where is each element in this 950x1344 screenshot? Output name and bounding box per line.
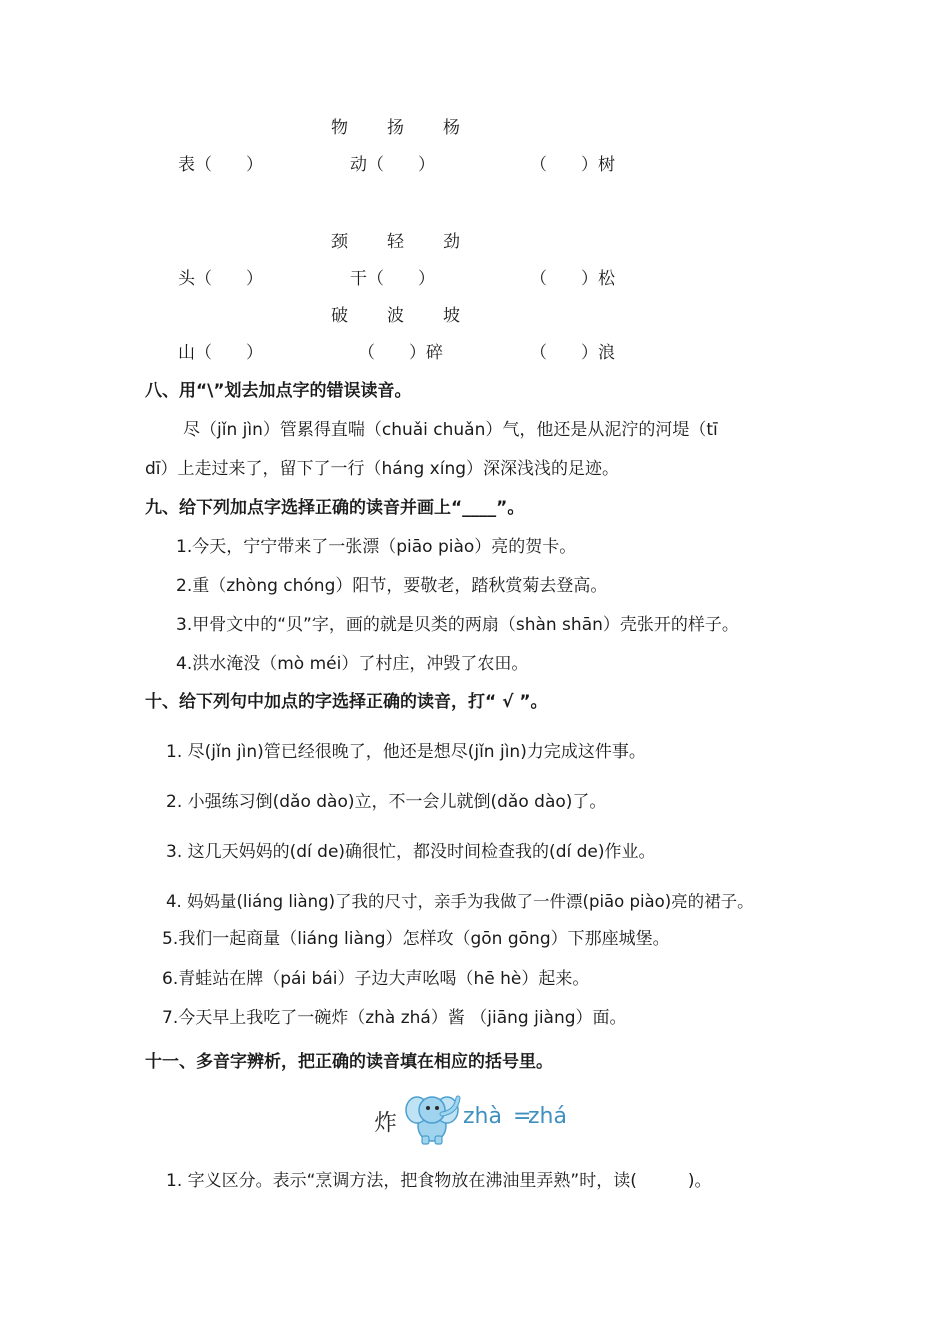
section-8-line: dī）上走过来了，留下了一行（háng xíng）深深浅浅的足迹。	[145, 459, 620, 479]
char-group-3	[331, 305, 499, 327]
char: 物	[331, 118, 348, 138]
char: 劲	[443, 232, 460, 252]
section-8-title: 八、用“\”划去加点字的错误读音。	[145, 381, 412, 401]
char: 颈	[331, 232, 348, 252]
blank-item: （ ）松	[530, 269, 615, 289]
section-10-item: 2. 小强练习倒(dǎo dào)立，不一会儿就倒(dǎo dào)了。	[166, 792, 607, 812]
equals-sign: =	[513, 1104, 532, 1129]
section-10-item: 1. 尽(jǐn jìn)管已经很晚了，他还是想尽(jǐn jìn)力完成这件事。	[166, 742, 646, 762]
char: 扬	[387, 118, 404, 138]
elephant-icon	[402, 1086, 462, 1146]
char-group-2	[331, 231, 499, 253]
char: 波	[387, 306, 404, 326]
polyphone-figure	[368, 1086, 582, 1146]
char-group-1	[331, 117, 499, 139]
blank-item: （ ）浪	[530, 343, 615, 363]
reading-2: zhá	[528, 1104, 567, 1129]
blank-item: 头（ ）	[178, 269, 263, 289]
blank-item: （ ）碎	[358, 343, 443, 363]
blank-item: 动（ ）	[350, 155, 435, 175]
section-8-line: 尽（jǐn jìn）管累得直喘（chuǎi chuǎn）气，他还是从泥泞的河堤（tī	[183, 420, 718, 440]
section-10-item: 7.今天早上我吃了一碗炸（zhà zhá）酱 （jiāng jiàng）面。	[162, 1008, 627, 1028]
section-10-item: 3. 这几天妈妈的(dí de)确很忙，都没时间检查我的(dí de)作业。	[166, 842, 656, 862]
char: 杨	[443, 118, 460, 138]
char: 坡	[443, 306, 460, 326]
reading-1: zhà	[463, 1104, 502, 1129]
figure-char: 炸	[374, 1110, 397, 1136]
blank-item: 干（ ）	[350, 269, 435, 289]
section-11-item: 1. 字义区分。表示“烹调方法，把食物放在沸油里弄熟”时，读( )。	[166, 1171, 712, 1191]
section-9-item: 1.今天，宁宁带来了一张漂（piāo piào）亮的贺卡。	[176, 537, 577, 557]
char: 轻	[387, 232, 404, 252]
section-10-item: 6.青蛙站在牌（pái bái）子边大声吆喝（hē hè）起来。	[162, 969, 590, 989]
section-11-title: 十一、多音字辨析，把正确的读音填在相应的括号里。	[145, 1052, 553, 1072]
section-9-title: 九、给下列加点字选择正确的读音并画上“____”。	[145, 498, 525, 518]
section-10-item: 5.我们一起商量（liáng liàng）怎样攻（gōn gōng）下那座城堡。	[162, 929, 670, 949]
blank-item: （ ）树	[530, 155, 615, 175]
section-9-item: 4.洪水淹没（mò méi）了村庄，冲毁了农田。	[176, 654, 529, 674]
section-10-title: 十、给下列句中加点的字选择正确的读音，打“ √ ”。	[145, 692, 548, 712]
section-9-item: 3.甲骨文中的“贝”字，画的就是贝类的两扇（shàn shān）壳张开的样子。	[176, 615, 739, 635]
char: 破	[331, 306, 348, 326]
section-10-item: 4. 妈妈量(liáng liàng)了我的尺寸，亲手为我做了一件漂(piāo piào)亮的裙子。	[166, 892, 754, 911]
blank-item: 山（ ）	[178, 343, 263, 363]
blank-item: 表（ ）	[178, 155, 263, 175]
section-9-item: 2.重（zhòng chóng）阳节，要敬老，踏秋赏菊去登高。	[176, 576, 608, 596]
